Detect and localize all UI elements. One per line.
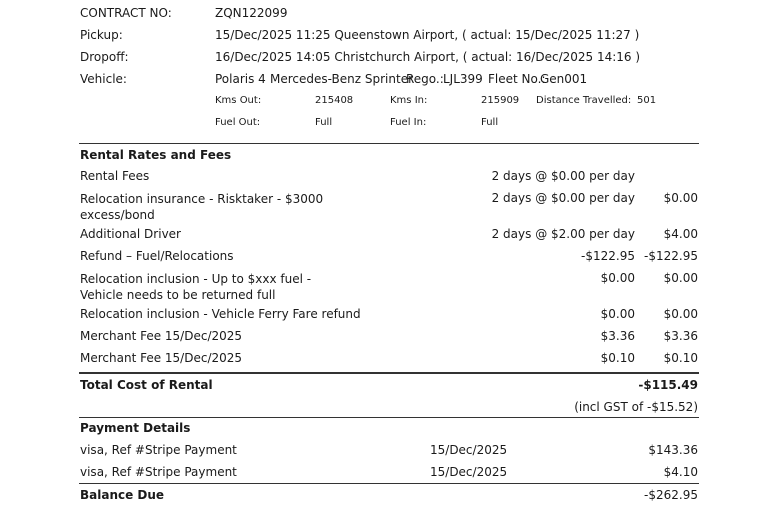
fuel-in-label: Fuel In: bbox=[390, 117, 427, 128]
payment-desc: visa, Ref #Stripe Payment bbox=[80, 465, 237, 479]
vehicle-label: Vehicle: bbox=[80, 72, 127, 86]
kms-out-value: 215408 bbox=[315, 95, 354, 106]
rate-desc: Relocation inclusion - Up to $xxx fuel - Vehicle needs to be returned full bbox=[80, 272, 312, 302]
rate-amount: -$122.95 bbox=[644, 249, 698, 263]
payment-desc: visa, Ref #Stripe Payment bbox=[80, 443, 237, 457]
rate-detail: $0.00 bbox=[600, 307, 635, 321]
rate-detail: $0.10 bbox=[600, 351, 635, 365]
rates-heading: Rental Rates and Fees bbox=[80, 148, 232, 162]
dropoff-value: 16/Dec/2025 14:05 Christchurch Airport, ( actual: 16/Dec/2025 14:16 ) bbox=[215, 50, 641, 64]
distance-value: 501 bbox=[637, 95, 657, 106]
payment-amount: $143.36 bbox=[648, 443, 698, 457]
fuel-out-label: Fuel Out: bbox=[215, 117, 261, 128]
rate-detail: -$122.95 bbox=[581, 249, 635, 263]
kms-in-value: 215909 bbox=[481, 95, 520, 106]
rate-detail: $3.36 bbox=[600, 329, 635, 343]
rate-desc: Relocation inclusion - Vehicle Ferry Fare refund bbox=[80, 307, 361, 321]
rego-value: LJL399 bbox=[443, 72, 483, 86]
rate-amount: $0.10 bbox=[663, 351, 698, 365]
vehicle-model: Polaris 4 bbox=[215, 72, 266, 86]
rate-detail: 2 days @ $0.00 per day bbox=[491, 169, 635, 183]
total-divider bbox=[79, 372, 699, 374]
contract-no-value: ZQN122099 bbox=[215, 6, 288, 20]
fuel-out-value: Full bbox=[315, 117, 333, 128]
rate-desc: Relocation insurance - Risktaker - $3000 excess/bond bbox=[80, 192, 324, 222]
balance-amount: -$262.95 bbox=[644, 488, 698, 502]
contract-no-label: CONTRACT NO: bbox=[80, 6, 172, 20]
payments-heading: Payment Details bbox=[80, 421, 191, 435]
rate-amount: $4.00 bbox=[663, 227, 698, 241]
kms-in-label: Kms In: bbox=[390, 95, 428, 106]
distance-label: Distance Travelled: bbox=[536, 95, 632, 106]
rate-amount: $0.00 bbox=[663, 307, 698, 321]
fleet-value: Gen001 bbox=[540, 72, 588, 86]
rate-desc: Additional Driver bbox=[80, 227, 181, 241]
rate-amount: $3.36 bbox=[663, 329, 698, 343]
kms-out-label: Kms Out: bbox=[215, 95, 262, 106]
dropoff-label: Dropoff: bbox=[80, 50, 129, 64]
balance-divider bbox=[79, 483, 699, 484]
payment-date: 15/Dec/2025 bbox=[430, 443, 508, 457]
pickup-value: 15/Dec/2025 11:25 Queenstown Airport, ( actual: 15/Dec/2025 11:27 ) bbox=[215, 28, 640, 42]
rate-desc: Merchant Fee 15/Dec/2025 bbox=[80, 329, 243, 343]
total-label: Total Cost of Rental bbox=[80, 378, 213, 392]
payment-date: 15/Dec/2025 bbox=[430, 465, 508, 479]
rego-label: Rego.: bbox=[406, 72, 444, 86]
rate-detail: $0.00 bbox=[600, 271, 635, 285]
rate-amount: $0.00 bbox=[663, 271, 698, 285]
rate-desc: Refund – Fuel/Relocations bbox=[80, 249, 234, 263]
rate-amount: $0.00 bbox=[663, 191, 698, 205]
payments-divider bbox=[79, 417, 699, 418]
total-amount: -$115.49 bbox=[638, 378, 698, 392]
rates-divider bbox=[79, 143, 699, 144]
rate-detail: 2 days @ $2.00 per day bbox=[491, 227, 635, 241]
fleet-label: Fleet No.: bbox=[488, 72, 546, 86]
pickup-label: Pickup: bbox=[80, 28, 123, 42]
fuel-in-value: Full bbox=[481, 117, 499, 128]
vehicle-make: Mercedes-Benz Sprinter bbox=[270, 72, 414, 86]
rate-desc: Rental Fees bbox=[80, 169, 150, 183]
rate-desc: Merchant Fee 15/Dec/2025 bbox=[80, 351, 243, 365]
balance-label: Balance Due bbox=[80, 488, 165, 502]
total-gst: (incl GST of -$15.52) bbox=[574, 400, 698, 414]
payment-amount: $4.10 bbox=[663, 465, 698, 479]
rate-detail: 2 days @ $0.00 per day bbox=[491, 191, 635, 205]
